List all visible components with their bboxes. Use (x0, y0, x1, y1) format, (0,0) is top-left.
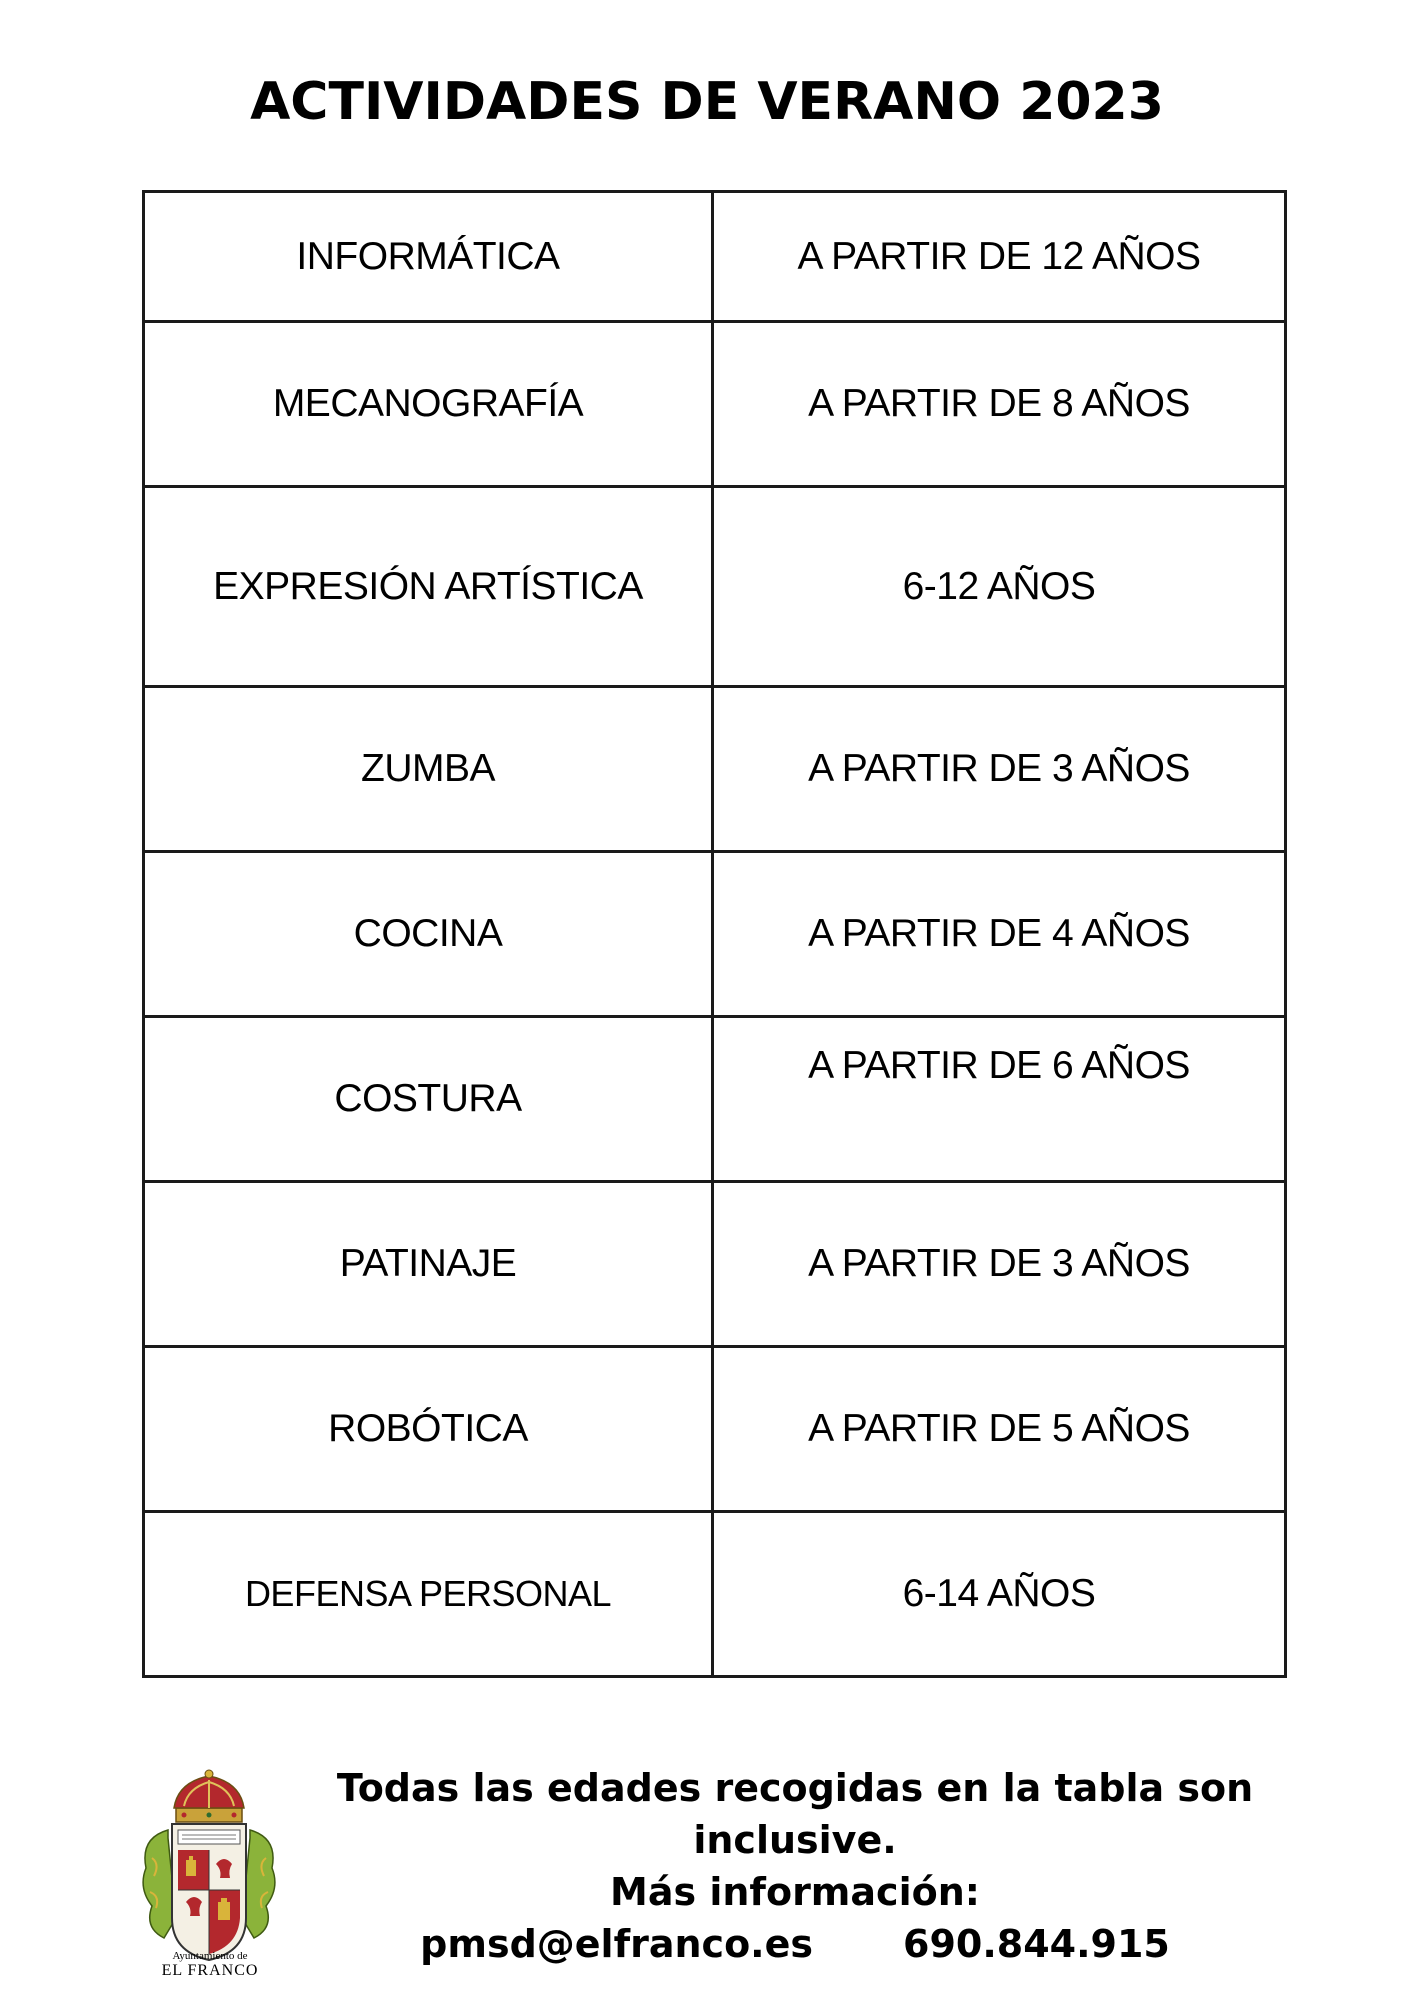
table-row (144, 687, 1286, 852)
activity-age: A PARTIR DE 3 AÑOS (713, 1182, 1286, 1347)
table-row (144, 192, 1286, 322)
contact-email[interactable]: pmsd@elfranco.es (420, 1922, 813, 1966)
inclusive-note-line-2: inclusive. (693, 1818, 897, 1862)
table-row (144, 1512, 1286, 1677)
crest-caption-small: Ayuntamiento de (172, 1950, 248, 1962)
page-title: ACTIVIDADES DE VERANO 2023 (250, 72, 1164, 132)
table-row (144, 1017, 1286, 1182)
table-row (144, 487, 1286, 687)
activity-name: ZUMBA (144, 687, 713, 852)
activity-age: 6-14 AÑOS (713, 1512, 1286, 1677)
activity-name: MECANOGRAFÍA (144, 322, 713, 487)
crest-caption: EL FRANCO (161, 1962, 259, 1979)
inclusive-note-line-1: Todas las edades recogidas en la tabla son (336, 1766, 1254, 1810)
activity-name: PATINAJE (144, 1182, 713, 1347)
activity-name: COCINA (144, 852, 713, 1017)
contact-phone[interactable]: 690.844.915 (903, 1922, 1170, 1966)
activity-name: COSTURA (144, 1017, 713, 1182)
coat-of-arms-logo (138, 1768, 280, 1978)
table-row (144, 1347, 1286, 1512)
activity-name: DEFENSA PERSONAL (144, 1512, 713, 1677)
shield-icon (172, 1824, 246, 1960)
activity-age: A PARTIR DE 5 AÑOS (713, 1347, 1286, 1512)
more-info-label: Más información: (610, 1870, 980, 1914)
table-row (144, 852, 1286, 1017)
table-row (144, 322, 1286, 487)
activity-name: ROBÓTICA (144, 1347, 713, 1512)
activity-age: A PARTIR DE 8 AÑOS (713, 322, 1286, 487)
activity-age: A PARTIR DE 6 AÑOS (713, 1017, 1286, 1182)
activity-age: A PARTIR DE 4 AÑOS (713, 852, 1286, 1017)
activities-table (142, 190, 1287, 1678)
activity-name: INFORMÁTICA (144, 192, 713, 322)
activity-age: 6-12 AÑOS (713, 487, 1286, 687)
contact-line (330, 1918, 1260, 1970)
activity-name: EXPRESIÓN ARTÍSTICA (144, 487, 713, 687)
activity-age: A PARTIR DE 12 AÑOS (713, 192, 1286, 322)
activity-age: A PARTIR DE 3 AÑOS (713, 687, 1286, 852)
footer-info (330, 1762, 1260, 1970)
table-row (144, 1182, 1286, 1347)
crown-icon (174, 1770, 244, 1822)
